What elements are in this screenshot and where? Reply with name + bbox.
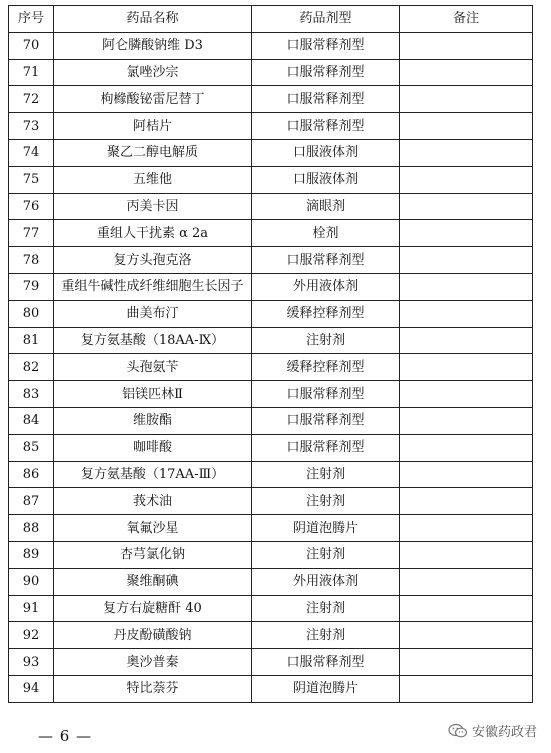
cell-remarks [400, 434, 533, 461]
cell-remarks [400, 327, 533, 354]
table-row [9, 488, 533, 515]
cell-number: 90 [9, 568, 54, 595]
cell-dosage-form: 口服液体剂 [252, 166, 400, 193]
cell-number: 77 [9, 220, 54, 247]
table-row [9, 247, 533, 274]
table-row [9, 113, 533, 140]
cell-number: 74 [9, 139, 54, 166]
cell-number: 83 [9, 381, 54, 408]
table-row [9, 327, 533, 354]
cell-dosage-form: 口服常释剂型 [252, 649, 400, 676]
cell-dosage-form: 口服常释剂型 [252, 381, 400, 408]
cell-number: 84 [9, 407, 54, 434]
table-header-row [9, 6, 533, 33]
cell-drug-name: 聚乙二醇电解质 [54, 139, 252, 166]
cell-remarks [400, 488, 533, 515]
table-row [9, 32, 533, 59]
cell-dosage-form: 缓释控释剂型 [252, 354, 400, 381]
cell-drug-name: 复方右旋糖酐 40 [54, 595, 252, 622]
cell-dosage-form: 口服液体剂 [252, 139, 400, 166]
cell-dosage-form: 注射剂 [252, 327, 400, 354]
cell-number: 89 [9, 541, 54, 568]
cell-number: 72 [9, 86, 54, 113]
cell-dosage-form: 滴眼剂 [252, 193, 400, 220]
cell-number: 88 [9, 515, 54, 542]
cell-drug-name: 重组人干扰素 α 2a [54, 220, 252, 247]
cell-drug-name: 复方头孢克洛 [54, 247, 252, 274]
cell-drug-name: 氯唑沙宗 [54, 59, 252, 86]
cell-remarks [400, 568, 533, 595]
table-row [9, 86, 533, 113]
drug-list-table [8, 5, 533, 703]
cell-remarks [400, 381, 533, 408]
cell-drug-name: 维胺酯 [54, 407, 252, 434]
table-row [9, 675, 533, 702]
header-remarks: 备注 [400, 6, 533, 33]
cell-drug-name: 丹皮酚磺酸钠 [54, 622, 252, 649]
table-row [9, 300, 533, 327]
cell-remarks [400, 113, 533, 140]
cell-number: 75 [9, 166, 54, 193]
cell-dosage-form: 注射剂 [252, 488, 400, 515]
cell-drug-name: 复方氨基酸（18AA-Ⅸ） [54, 327, 252, 354]
watermark [448, 721, 537, 740]
cell-number: 93 [9, 649, 54, 676]
cell-number: 81 [9, 327, 54, 354]
cell-number: 91 [9, 595, 54, 622]
cell-number: 82 [9, 354, 54, 381]
cell-drug-name: 特比萘芬 [54, 675, 252, 702]
cell-drug-name: 丙美卡因 [54, 193, 252, 220]
cell-dosage-form: 栓剂 [252, 220, 400, 247]
cell-number: 76 [9, 193, 54, 220]
cell-dosage-form: 口服常释剂型 [252, 59, 400, 86]
cell-remarks [400, 407, 533, 434]
cell-remarks [400, 622, 533, 649]
page-number: — 6 — [38, 727, 93, 745]
cell-drug-name: 阿仑膦酸钠维 D3 [54, 32, 252, 59]
cell-number: 70 [9, 32, 54, 59]
cell-drug-name: 阿桔片 [54, 113, 252, 140]
cell-dosage-form: 注射剂 [252, 461, 400, 488]
cell-remarks [400, 354, 533, 381]
cell-number: 94 [9, 675, 54, 702]
cell-number: 92 [9, 622, 54, 649]
cell-number: 86 [9, 461, 54, 488]
header-number: 序号 [9, 6, 54, 33]
cell-dosage-form: 缓释控释剂型 [252, 300, 400, 327]
cell-dosage-form: 外用液体剂 [252, 273, 400, 300]
cell-drug-name: 氧氟沙星 [54, 515, 252, 542]
cell-remarks [400, 461, 533, 488]
cell-remarks [400, 86, 533, 113]
cell-remarks [400, 193, 533, 220]
wechat-icon [448, 723, 468, 739]
table-row [9, 541, 533, 568]
table-row [9, 273, 533, 300]
cell-dosage-form: 阴道泡腾片 [252, 675, 400, 702]
cell-number: 80 [9, 300, 54, 327]
cell-drug-name: 莪术油 [54, 488, 252, 515]
table-row [9, 220, 533, 247]
table-row [9, 595, 533, 622]
cell-number: 78 [9, 247, 54, 274]
cell-remarks [400, 273, 533, 300]
table-row [9, 381, 533, 408]
cell-dosage-form: 阴道泡腾片 [252, 515, 400, 542]
cell-drug-name: 奥沙普秦 [54, 649, 252, 676]
cell-drug-name: 铝镁匹林Ⅱ [54, 381, 252, 408]
cell-number: 79 [9, 273, 54, 300]
cell-drug-name: 咖啡酸 [54, 434, 252, 461]
table-row [9, 515, 533, 542]
cell-drug-name: 头孢氨苄 [54, 354, 252, 381]
table-row [9, 649, 533, 676]
table-row [9, 354, 533, 381]
cell-drug-name: 枸橼酸铋雷尼替丁 [54, 86, 252, 113]
cell-drug-name: 杏芎氯化钠 [54, 541, 252, 568]
cell-remarks [400, 595, 533, 622]
header-dosage-form: 药品剂型 [252, 6, 400, 33]
cell-dosage-form: 口服常释剂型 [252, 434, 400, 461]
cell-number: 87 [9, 488, 54, 515]
table-row [9, 568, 533, 595]
cell-drug-name: 复方氨基酸（17AA-Ⅲ） [54, 461, 252, 488]
cell-remarks [400, 32, 533, 59]
cell-number: 73 [9, 113, 54, 140]
cell-remarks [400, 220, 533, 247]
cell-number: 71 [9, 59, 54, 86]
table-body [9, 32, 533, 702]
cell-remarks [400, 166, 533, 193]
cell-dosage-form: 外用液体剂 [252, 568, 400, 595]
cell-dosage-form: 口服常释剂型 [252, 113, 400, 140]
table-row [9, 622, 533, 649]
cell-dosage-form: 口服常释剂型 [252, 86, 400, 113]
header-drug-name: 药品名称 [54, 6, 252, 33]
cell-drug-name: 重组牛碱性成纤维细胞生长因子 [54, 273, 252, 300]
cell-dosage-form: 注射剂 [252, 541, 400, 568]
cell-remarks [400, 247, 533, 274]
cell-remarks [400, 675, 533, 702]
cell-remarks [400, 300, 533, 327]
cell-remarks [400, 59, 533, 86]
cell-drug-name: 曲美布汀 [54, 300, 252, 327]
watermark-text: 安徽药政君 [471, 725, 537, 740]
cell-remarks [400, 649, 533, 676]
cell-dosage-form: 口服常释剂型 [252, 247, 400, 274]
cell-dosage-form: 注射剂 [252, 622, 400, 649]
cell-drug-name: 五维他 [54, 166, 252, 193]
cell-drug-name: 聚维酮碘 [54, 568, 252, 595]
cell-remarks [400, 515, 533, 542]
cell-dosage-form: 注射剂 [252, 595, 400, 622]
cell-number: 85 [9, 434, 54, 461]
table-row [9, 461, 533, 488]
table-row [9, 166, 533, 193]
table-row [9, 139, 533, 166]
cell-dosage-form: 口服常释剂型 [252, 32, 400, 59]
cell-remarks [400, 541, 533, 568]
table-row [9, 434, 533, 461]
cell-remarks [400, 139, 533, 166]
table-row [9, 407, 533, 434]
table-row [9, 59, 533, 86]
table-row [9, 193, 533, 220]
cell-dosage-form: 口服常释剂型 [252, 407, 400, 434]
